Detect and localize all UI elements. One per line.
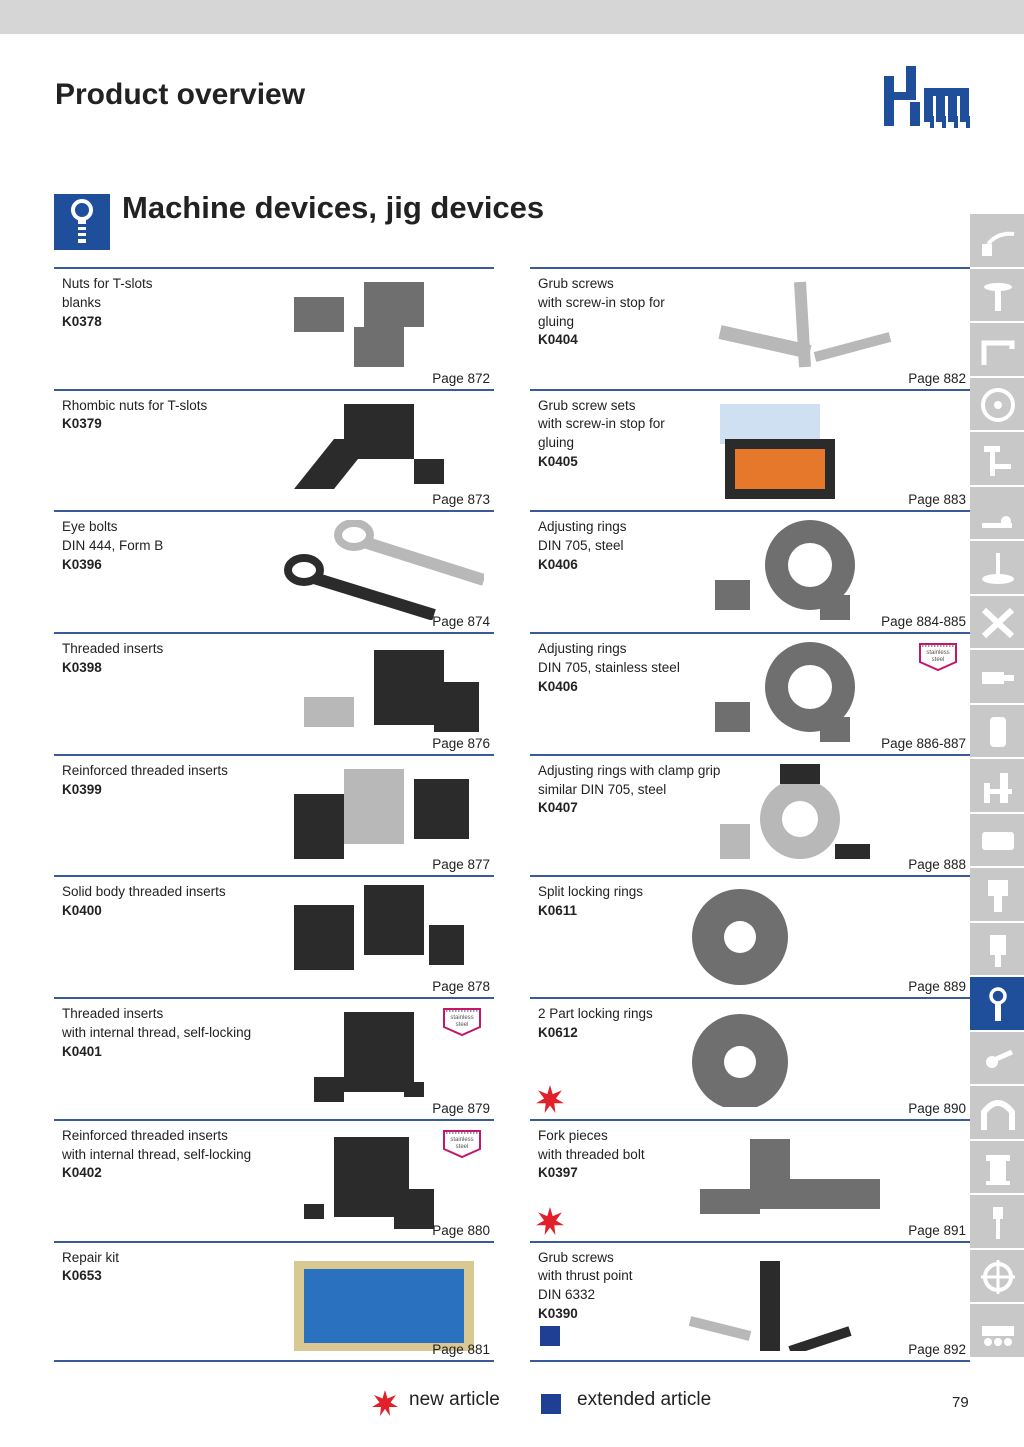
page-reference[interactable]: Page 878 bbox=[432, 979, 490, 995]
page-reference[interactable]: Page 883 bbox=[908, 492, 966, 508]
chapter-tab-handle[interactable] bbox=[970, 323, 1024, 378]
product-name-line: Split locking rings bbox=[538, 884, 644, 900]
product-code: K0399 bbox=[62, 781, 102, 797]
ball-lock-icon bbox=[978, 876, 1018, 914]
product-code: K0401 bbox=[62, 1043, 102, 1059]
product-code: K0653 bbox=[62, 1268, 102, 1284]
product-description bbox=[62, 275, 153, 331]
conveyor-icon bbox=[978, 1312, 1018, 1350]
product-name-line: DIN 705, steel bbox=[538, 538, 624, 554]
stainless-label-line-2: steel bbox=[455, 1143, 469, 1150]
product-name-line: DIN 444, Form B bbox=[62, 538, 164, 554]
remote-icon bbox=[978, 713, 1018, 751]
product-description bbox=[62, 640, 163, 678]
chapter-tab-cross[interactable] bbox=[970, 596, 1024, 651]
product-entry[interactable] bbox=[530, 267, 970, 389]
product-name-line: Grub screws bbox=[538, 276, 614, 291]
product-image bbox=[680, 1129, 920, 1229]
product-description bbox=[538, 883, 643, 921]
product-image bbox=[234, 399, 484, 499]
product-code: K0404 bbox=[538, 332, 578, 348]
page-reference[interactable]: Page 877 bbox=[432, 857, 490, 873]
stainless-label-line-1: stainless bbox=[450, 1136, 474, 1143]
product-entry[interactable] bbox=[530, 1241, 970, 1363]
page-reference[interactable]: Page 882 bbox=[908, 370, 966, 386]
product-description bbox=[538, 1249, 633, 1324]
product-code: K0405 bbox=[538, 454, 578, 470]
product-entry[interactable] bbox=[530, 875, 970, 997]
product-image bbox=[234, 520, 484, 620]
product-name-line: blanks bbox=[62, 294, 102, 310]
product-description bbox=[538, 640, 680, 696]
page-reference[interactable]: Page 884-885 bbox=[881, 614, 966, 630]
product-image bbox=[680, 642, 920, 742]
page-reference[interactable]: Page 881 bbox=[432, 1342, 490, 1358]
product-code: K0390 bbox=[538, 1305, 578, 1321]
product-entry[interactable] bbox=[54, 997, 494, 1119]
eye-bolt-icon bbox=[978, 985, 1018, 1023]
page-reference[interactable]: Page 876 bbox=[432, 735, 490, 751]
cross-icon bbox=[978, 604, 1018, 642]
product-description bbox=[62, 397, 207, 435]
product-code: K0397 bbox=[538, 1165, 578, 1181]
product-code: K0396 bbox=[62, 556, 102, 572]
product-name-line: similar DIN 705, steel bbox=[538, 781, 667, 797]
eye-bolt-icon bbox=[54, 194, 110, 250]
product-description bbox=[62, 1127, 251, 1183]
product-description bbox=[62, 883, 226, 921]
indexing-icon bbox=[978, 495, 1018, 533]
hinge-icon bbox=[978, 1040, 1018, 1078]
chapter-tab-spring[interactable] bbox=[970, 1141, 1024, 1196]
chapter-tab-positioning[interactable] bbox=[970, 1250, 1024, 1305]
stainless-label-line-1: stainless bbox=[926, 650, 950, 657]
page-reference[interactable]: Page 888 bbox=[908, 857, 966, 873]
product-image bbox=[234, 277, 484, 377]
chapter-tab-crank[interactable] bbox=[970, 432, 1024, 487]
product-name-line: Reinforced threaded inserts bbox=[62, 762, 228, 778]
product-name-line: Repair kit bbox=[62, 1249, 120, 1265]
stainless-steel-icon bbox=[918, 642, 958, 672]
product-description bbox=[538, 275, 665, 350]
product-entry[interactable] bbox=[54, 632, 494, 754]
extended-article-square-icon bbox=[541, 1394, 561, 1414]
product-description bbox=[62, 1249, 119, 1287]
product-name-line: DIN 6332 bbox=[538, 1287, 596, 1303]
chapter-tab-plunger[interactable] bbox=[970, 650, 1024, 705]
product-description bbox=[62, 1005, 251, 1061]
product-image bbox=[680, 520, 920, 620]
product-name-line: Reinforced threaded inserts bbox=[62, 1127, 228, 1143]
product-name-line: gluing bbox=[538, 313, 575, 329]
pad-icon bbox=[978, 822, 1018, 860]
product-name-line: Threaded inserts bbox=[62, 641, 164, 657]
product-name-line: DIN 705, stainless steel bbox=[538, 659, 680, 675]
leveling-foot-icon bbox=[978, 549, 1018, 587]
top-bar bbox=[0, 0, 1024, 34]
chapter-tab-remote[interactable] bbox=[970, 705, 1024, 760]
product-name-line: with screw-in stop for bbox=[538, 416, 665, 432]
chapter-tab-clamp[interactable] bbox=[970, 269, 1024, 324]
product-name-line: with screw-in stop for bbox=[538, 294, 665, 310]
page-reference[interactable]: Page 890 bbox=[908, 1100, 966, 1116]
product-name-line: Rhombic nuts for T-slots bbox=[62, 397, 208, 413]
page-number: 79 bbox=[952, 1394, 969, 1411]
chapter-tab-pressure-pin[interactable] bbox=[970, 1195, 1024, 1250]
chapter-tab-hinge[interactable] bbox=[970, 1032, 1024, 1087]
product-name-line: Solid body threaded inserts bbox=[62, 884, 226, 900]
product-name-line: Adjusting rings with clamp grip bbox=[538, 762, 721, 778]
page-reference[interactable]: Page 879 bbox=[432, 1100, 490, 1116]
page-reference[interactable]: Page 891 bbox=[908, 1222, 966, 1238]
chapter-tab-magnet[interactable] bbox=[970, 1086, 1024, 1141]
product-name-line: with internal thread, self-locking bbox=[62, 1146, 252, 1162]
pressure-pin-icon bbox=[978, 1203, 1018, 1241]
product-entry[interactable] bbox=[54, 510, 494, 632]
product-name-line: 2 Part locking rings bbox=[538, 1006, 653, 1022]
new-article-star-icon bbox=[536, 1207, 564, 1235]
handwheel-icon bbox=[978, 386, 1018, 424]
chapter-tab-handwheel[interactable] bbox=[970, 378, 1024, 433]
magnet-icon bbox=[978, 1094, 1018, 1132]
product-image bbox=[234, 885, 484, 985]
product-code: K0378 bbox=[62, 313, 102, 329]
product-entry[interactable] bbox=[54, 1119, 494, 1241]
right-product-column bbox=[530, 267, 970, 1362]
product-name-line: Grub screws bbox=[538, 1249, 614, 1265]
product-description bbox=[62, 518, 163, 574]
spring-icon bbox=[978, 1149, 1018, 1187]
product-code: K0407 bbox=[538, 800, 578, 816]
chapter-tab-ball-lock[interactable] bbox=[970, 868, 1024, 923]
plunger-icon bbox=[978, 658, 1018, 696]
new-article-star-icon bbox=[536, 1085, 564, 1113]
product-name-line: Adjusting rings bbox=[538, 519, 627, 535]
product-image bbox=[234, 642, 484, 742]
new-article-star-icon bbox=[372, 1390, 398, 1416]
positioning-icon bbox=[978, 1258, 1018, 1296]
page-reference[interactable]: Page 889 bbox=[908, 979, 966, 995]
lever-icon bbox=[978, 222, 1018, 260]
legend-new-article: new article bbox=[409, 1389, 500, 1410]
chapter-tab-pin[interactable] bbox=[970, 923, 1024, 978]
product-entry[interactable] bbox=[530, 754, 970, 876]
product-description bbox=[538, 1127, 645, 1183]
product-code: K0402 bbox=[62, 1165, 102, 1181]
page-reference[interactable]: Page 886-887 bbox=[881, 735, 966, 751]
stainless-label-line-1: stainless bbox=[450, 1015, 474, 1022]
product-image bbox=[680, 1007, 920, 1107]
chapter-tab-pad[interactable] bbox=[970, 814, 1024, 869]
page-title: Product overview bbox=[55, 78, 306, 111]
product-code: K0406 bbox=[538, 556, 578, 572]
product-code: K0406 bbox=[538, 678, 578, 694]
product-name-line: Eye bolts bbox=[62, 519, 118, 535]
product-code: K0611 bbox=[538, 903, 578, 919]
product-name-line: with thrust point bbox=[538, 1268, 633, 1284]
product-name-line: Adjusting rings bbox=[538, 641, 627, 657]
kipp-logo bbox=[880, 62, 974, 132]
handle-icon bbox=[978, 331, 1018, 369]
product-entry[interactable] bbox=[54, 267, 494, 389]
legend-extended-article: extended article bbox=[577, 1389, 712, 1410]
page-reference[interactable]: Page 892 bbox=[908, 1342, 966, 1358]
toggle-clamp-icon bbox=[978, 767, 1018, 805]
product-image bbox=[680, 399, 920, 499]
page-reference[interactable]: Page 872 bbox=[432, 370, 490, 386]
product-description bbox=[538, 518, 627, 574]
left-product-column bbox=[54, 267, 494, 1362]
section-title: Machine devices, jig devices bbox=[122, 190, 545, 225]
crank-icon bbox=[978, 440, 1018, 478]
product-description bbox=[538, 397, 665, 472]
page-reference[interactable]: Page 873 bbox=[432, 492, 490, 508]
product-image bbox=[680, 277, 920, 377]
chapter-tab-conveyor[interactable] bbox=[970, 1304, 1024, 1359]
stainless-steel-icon bbox=[442, 1129, 482, 1159]
stainless-steel-icon bbox=[442, 1007, 482, 1037]
product-name-line: with threaded bolt bbox=[538, 1146, 645, 1162]
chapter-tab-leveling-foot[interactable] bbox=[970, 541, 1024, 596]
product-entry[interactable] bbox=[530, 997, 970, 1119]
product-entry[interactable] bbox=[54, 875, 494, 997]
product-image bbox=[680, 764, 920, 864]
product-code: K0379 bbox=[62, 416, 102, 432]
product-description bbox=[62, 762, 228, 800]
product-image bbox=[234, 1251, 484, 1351]
product-entry[interactable] bbox=[54, 1241, 494, 1363]
chapter-tab-lever[interactable] bbox=[970, 214, 1024, 269]
product-entry[interactable] bbox=[54, 754, 494, 876]
product-entry[interactable] bbox=[530, 632, 970, 754]
product-entry[interactable] bbox=[530, 1119, 970, 1241]
product-name-line: Nuts for T-slots bbox=[62, 276, 153, 291]
product-name-line: Grub screw sets bbox=[538, 397, 636, 413]
product-entry[interactable] bbox=[54, 389, 494, 511]
product-name-line: Threaded inserts bbox=[62, 1006, 164, 1022]
product-entry[interactable] bbox=[530, 510, 970, 632]
extended-article-square-icon bbox=[540, 1326, 560, 1346]
product-code: K0400 bbox=[62, 903, 102, 919]
chapter-tab-toggle-clamp[interactable] bbox=[970, 759, 1024, 814]
chapter-tab-eye-bolt[interactable] bbox=[970, 977, 1024, 1032]
product-code: K0612 bbox=[538, 1024, 578, 1040]
pin-icon bbox=[978, 931, 1018, 969]
product-entry[interactable] bbox=[530, 389, 970, 511]
page-reference[interactable]: Page 880 bbox=[432, 1222, 490, 1238]
product-name-line: with internal thread, self-locking bbox=[62, 1024, 252, 1040]
product-code: K0398 bbox=[62, 659, 102, 675]
product-image bbox=[680, 1251, 920, 1351]
product-description bbox=[538, 1005, 653, 1043]
chapter-tabs bbox=[970, 214, 1024, 1359]
clamp-icon bbox=[978, 277, 1018, 315]
product-image bbox=[234, 764, 484, 864]
product-name-line: Fork pieces bbox=[538, 1127, 608, 1143]
stainless-label-line-2: steel bbox=[931, 657, 945, 664]
stainless-label-line-2: steel bbox=[455, 1022, 469, 1029]
product-image bbox=[680, 885, 920, 985]
chapter-tab-indexing[interactable] bbox=[970, 487, 1024, 542]
product-name-line: gluing bbox=[538, 435, 575, 451]
page-reference[interactable]: Page 874 bbox=[432, 614, 490, 630]
